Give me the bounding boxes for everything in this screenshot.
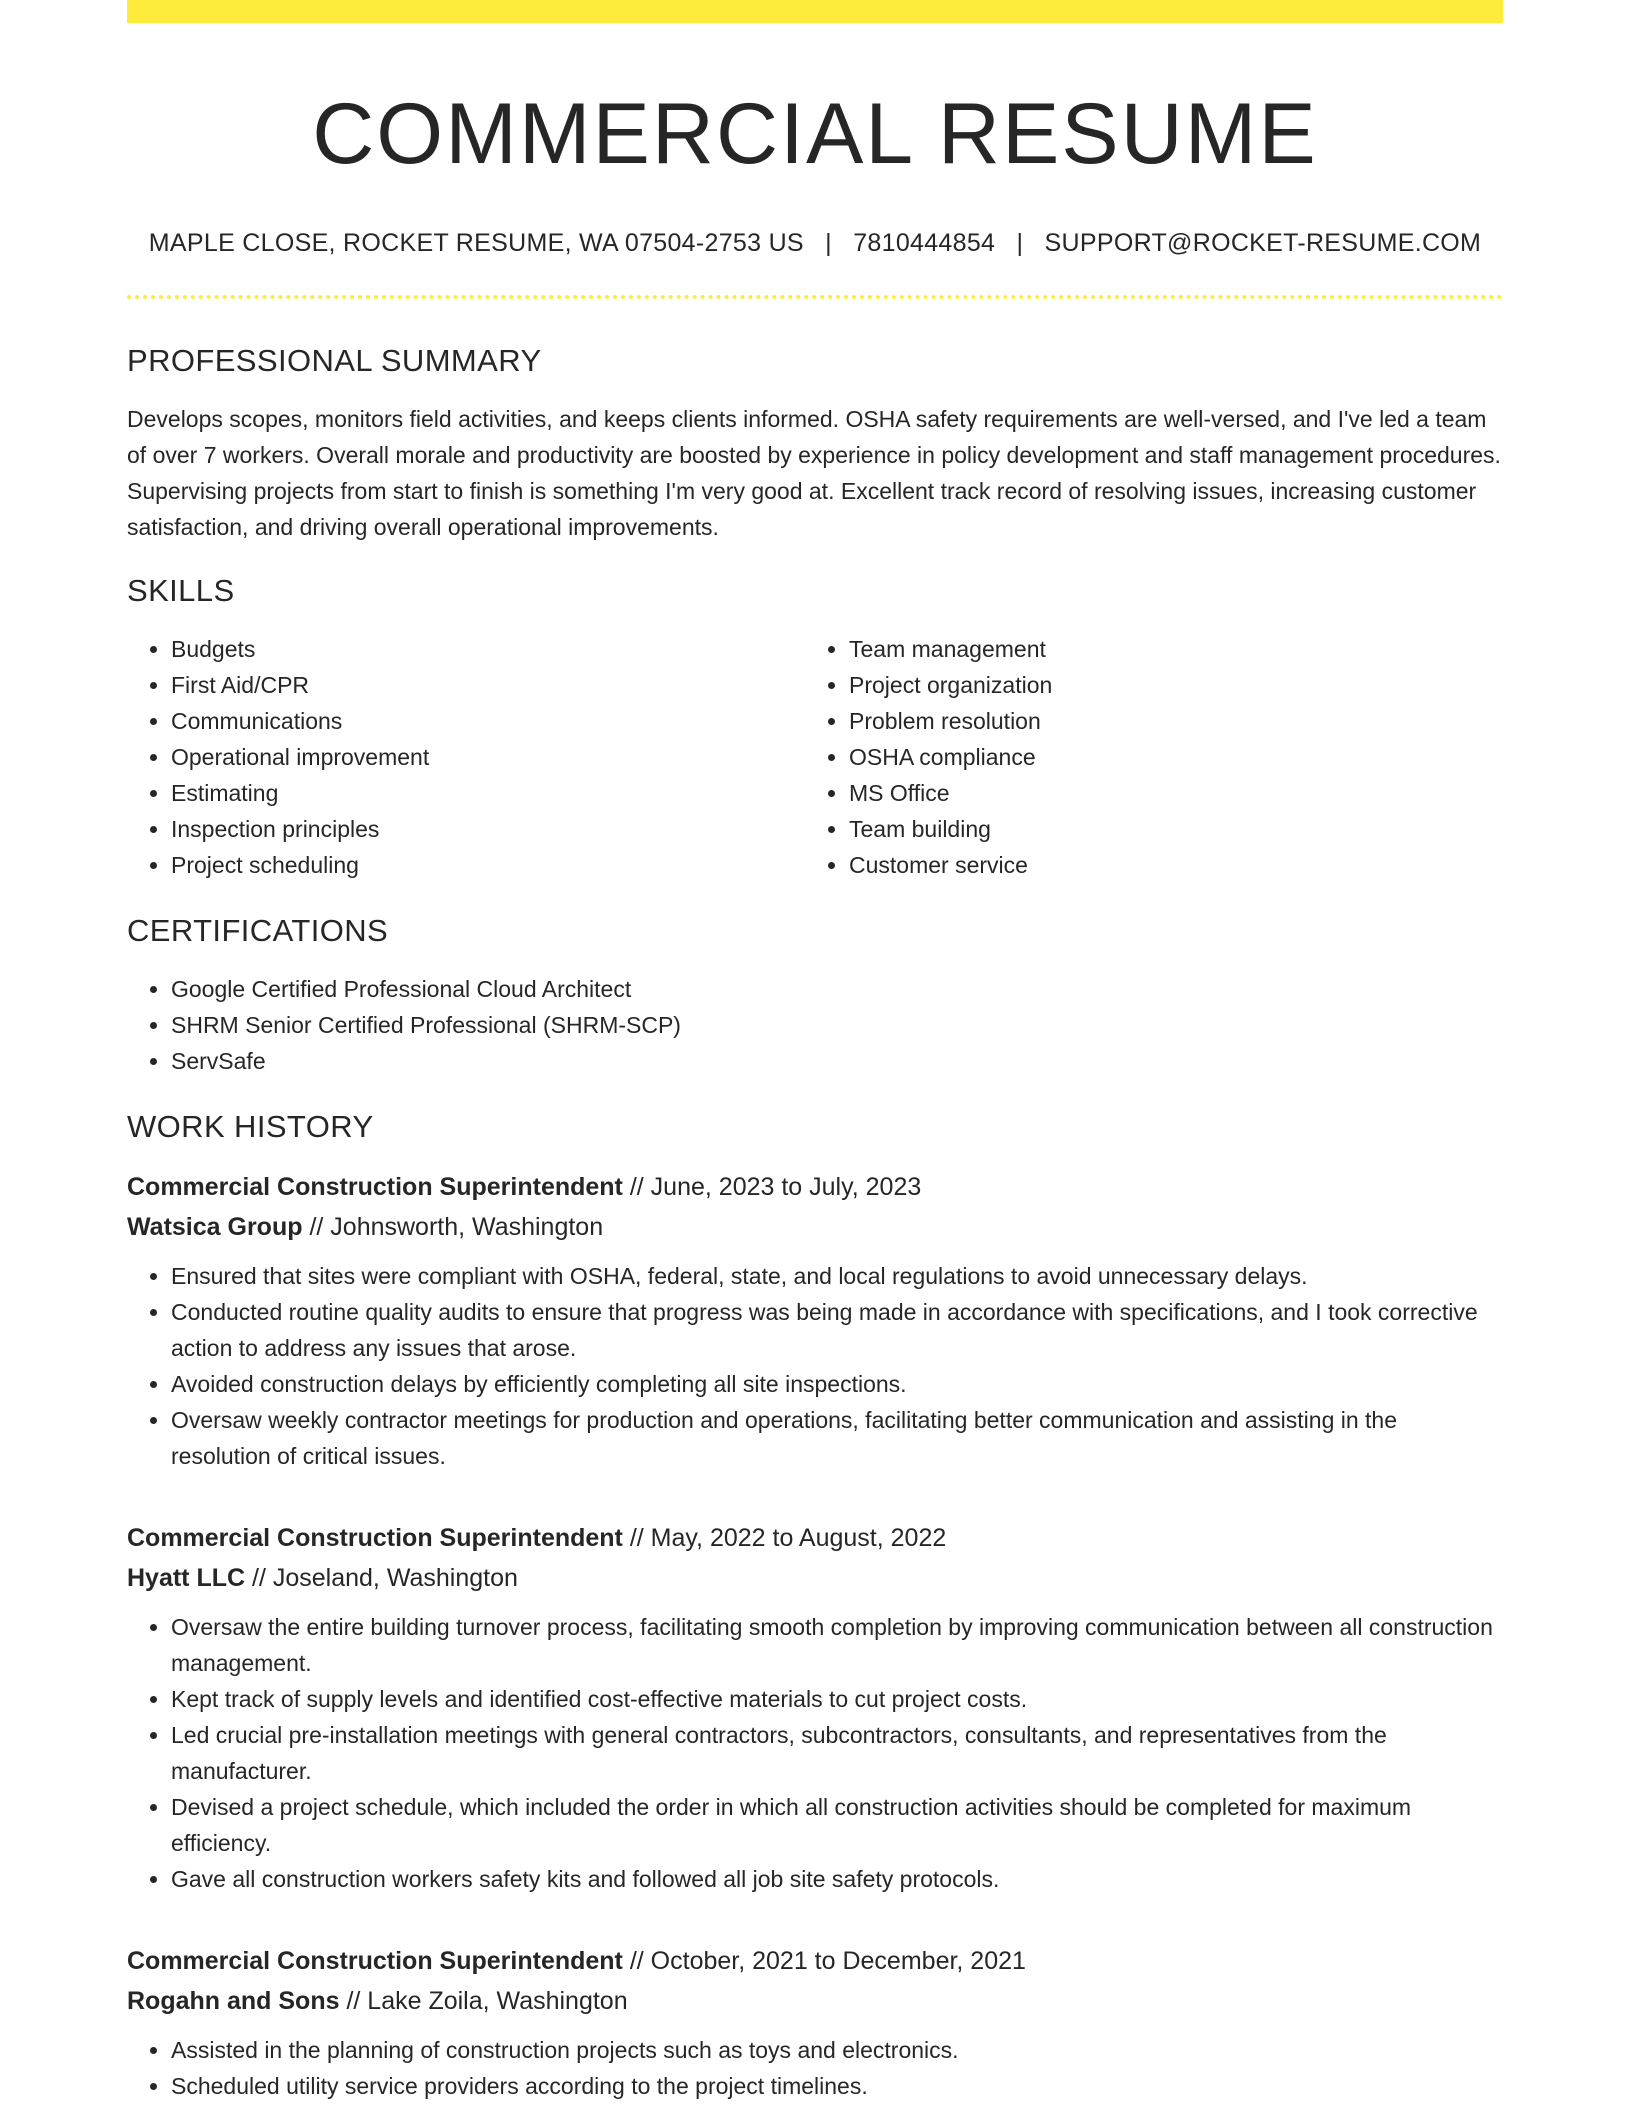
resume-page: [127, 0, 1503, 2104]
skills-list-right: [805, 631, 1483, 883]
job-location: // Lake Zoila, Washington: [346, 1986, 628, 2015]
skill-item: • Project organization: [849, 667, 1483, 703]
job-company-line: [127, 1207, 1503, 1247]
job-company: Watsica Group: [127, 1212, 303, 1241]
skill-item: • Team management: [849, 631, 1483, 667]
job-location: // Johnsworth, Washington: [309, 1212, 604, 1241]
skill-item: • OSHA compliance: [849, 739, 1483, 775]
certification-item: • SHRM Senior Certified Professional (SHRM-SCP): [171, 1007, 1503, 1043]
job-role: Commercial Construction Superintendent: [127, 1523, 623, 1552]
skill-item: • Inspection principles: [171, 811, 805, 847]
work-history-heading: WORK HISTORY: [127, 1108, 374, 1144]
resume-name: COMMERCIAL RESUME: [312, 86, 1318, 182]
contact-separator: |: [1016, 228, 1024, 257]
job-bullets: [127, 1258, 1503, 1474]
job-bullet: • Led crucial pre-installation meetings with general contractors, subcontractors, consultants, and representatives from the manufacturer.: [171, 1717, 1503, 1789]
job-company: Rogahn and Sons: [127, 1986, 340, 2015]
job-title-line: [127, 1941, 1503, 1981]
job-bullet: • Scheduled utility service providers according to the project timelines.: [171, 2068, 1503, 2104]
job-company: Hyatt LLC: [127, 1563, 246, 1592]
job-dates: // October, 2021 to December, 2021: [629, 1946, 1026, 1975]
job-bullets: [127, 1609, 1503, 1897]
skill-item: • Budgets: [171, 631, 805, 667]
contact-separator: |: [825, 228, 832, 257]
skill-item: • Operational improvement: [171, 739, 805, 775]
job-dates: // May, 2022 to August, 2022: [629, 1523, 947, 1552]
job-bullet: • Oversaw weekly contractor meetings for production and operations, facilitating better communication and assisting in the resolution of critical issues.: [171, 1402, 1503, 1474]
skills-list-left: [127, 631, 805, 883]
certifications-heading: CERTIFICATIONS: [127, 912, 389, 948]
skill-item: • Project scheduling: [171, 847, 805, 883]
summary-text: Develops scopes, monitors field activities, and keeps clients informed. OSHA safety requirements are well-versed, and I've led a team of over 7 workers. Overall morale and productivity are boosted by experience in policy development and staff management procedures. Supervising projects from start to finish is something I'm very good at. Excellent track record of resolving issues, increasing customer satisfaction, and driving overall operational improvements.: [127, 405, 1501, 540]
job-title-line: [127, 1518, 1503, 1558]
certification-item: • ServSafe: [171, 1043, 1503, 1079]
job-bullet: • Avoided construction delays by efficiently completing all site inspections.: [171, 1366, 1503, 1402]
contact-address: MAPLE CLOSE, ROCKET RESUME, WA 07504-2753 US: [148, 228, 804, 257]
skill-item: • Communications: [171, 703, 805, 739]
job-bullet: • Kept track of supply levels and identified cost-effective materials to cut project costs.: [171, 1681, 1503, 1717]
job-company-line: [127, 1981, 1503, 2021]
job-bullet: • Conducted routine quality audits to ensure that progress was being made in accordance with specifications, and I took corrective action to address any issues that arose.: [171, 1294, 1503, 1366]
job-entry: [127, 1518, 1503, 1897]
job-role: Commercial Construction Superintendent: [127, 1172, 623, 1201]
job-company-line: [127, 1558, 1503, 1598]
skill-item: • Problem resolution: [849, 703, 1483, 739]
contact-phone: 7810444854: [853, 228, 996, 257]
job-title-line: [127, 1167, 1503, 1207]
certification-item: • Google Certified Professional Cloud Architect: [171, 971, 1503, 1007]
job-bullet: • Gave all construction workers safety kits and followed all job site safety protocols.: [171, 1861, 1503, 1897]
job-bullet: • Ensured that sites were compliant with OSHA, federal, state, and local regulations to avoid unnecessary delays.: [171, 1258, 1503, 1294]
certifications-list: [127, 971, 1503, 1079]
job-bullet: • Devised a project schedule, which included the order in which all construction activities should be completed for maximum efficiency.: [171, 1789, 1503, 1861]
job-role: Commercial Construction Superintendent: [127, 1946, 623, 1975]
job-location: // Joseland, Washington: [252, 1563, 518, 1592]
skill-item: • MS Office: [849, 775, 1483, 811]
skill-item: • Estimating: [171, 775, 805, 811]
skills-grid: [127, 631, 1503, 883]
contact-line: [127, 229, 1503, 258]
job-bullet: • Oversaw the entire building turnover process, facilitating smooth completion by improving communication between all construction management.: [171, 1609, 1503, 1681]
skill-item: • Team building: [849, 811, 1483, 847]
skills-heading: SKILLS: [127, 572, 235, 608]
job-entry: [127, 1167, 1503, 1474]
skill-item: • First Aid/CPR: [171, 667, 805, 703]
job-dates: // June, 2023 to July, 2023: [629, 1172, 922, 1201]
skill-item: • Customer service: [849, 847, 1483, 883]
contact-email: SUPPORT@ROCKET-RESUME.COM: [1044, 228, 1482, 257]
accent-top-bar: [127, 0, 1503, 23]
job-entry: [127, 1941, 1503, 2104]
job-bullets: [127, 2032, 1503, 2104]
summary-heading: PROFESSIONAL SUMMARY: [127, 342, 542, 378]
dotted-divider: [127, 295, 1503, 299]
job-bullet: • Assisted in the planning of construction projects such as toys and electronics.: [171, 2032, 1503, 2068]
